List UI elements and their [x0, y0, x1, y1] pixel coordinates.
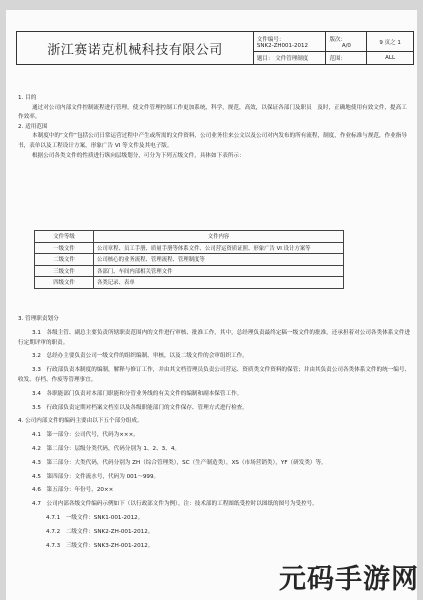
paragraph: 3.1 各级主管、副总主要负责所辖职责范围内的文件进行审核、批准工作，其中，总经理负责最终定稿一级文件的批准，还承担着对公司各类体系文件进行定期评审的职责。 — [18, 329, 411, 346]
table-cell: 公司核心的业务流程、管理流程、管理制度等 — [94, 254, 344, 266]
paragraph: 3.4 各职能部门负责对本部门职能和分管业务线的有关文件的编制和副本保管工作。 — [32, 390, 243, 397]
version-cell — [326, 32, 367, 52]
table-cell: 四级文件 — [35, 277, 94, 289]
section-heading: 3. 管理职责划分 — [18, 316, 59, 322]
column-header: 文件内容 — [94, 231, 344, 243]
table-cell: 二级文件 — [35, 254, 94, 266]
column-header: 文件等级 — [35, 231, 94, 243]
doc-number: SNK2-ZH001-2012 — [256, 42, 309, 49]
paragraph: 3.3 行政部负责本制度的编制，解释与修订工作，并由其文档管理员负责公司营运、资质类文件资料的保管；并由其负责公司各类体系文件的统一编号、收发、存档、作废等管理事宜。 — [18, 367, 411, 383]
table-row — [35, 277, 344, 289]
paragraph: 4.3 第三部分：大类代码，代码分别为 ZH（综合管理类），SC（生产制造类），XS（市场营销类），YF（研发类）等。 — [32, 459, 327, 466]
page-info: 9 页之 1 — [367, 32, 414, 52]
document-title: 文件管理制度 — [275, 56, 309, 63]
paragraph: 4.7.3 三级文件：SNK3-ZH-001-2012。 — [46, 542, 154, 549]
section-heading: 2. 适用范围 — [18, 123, 48, 130]
paragraph: 4.7 公司内部各级文件编码示例如下（以行政部文件为例），注：技术部的工程图纸受控时以图纸的图号为受控号。 — [32, 501, 318, 508]
table-cell: 三级文件 — [35, 265, 94, 277]
table-cell: 各部门、车间内部相关管理文件 — [94, 265, 344, 277]
paragraph: 3.5 行政部负责定期对档案文档室以及各级职能部门的文件保存、管理方式进行检查。 — [32, 404, 248, 411]
paragraph: 3.2 总经办主要负责公司一级文件的组织编制、审核，以及二级文件的会审组织工作。 — [32, 353, 248, 360]
paragraph: 根据公司各类文件的性质进行纵向层级划分，可分为下列五级文件，具体如下表所示： — [32, 152, 245, 159]
section-heading: 4. 公司内部文件的编码主要由以下五个部分组成。 — [18, 418, 143, 425]
document-header-table — [16, 31, 414, 65]
table-row — [35, 254, 344, 266]
scope-value: ALL — [367, 52, 414, 65]
doc-number-cell — [253, 32, 326, 52]
table-cell: 各类记录、表单 — [94, 277, 344, 289]
paragraph: 4.5 第四部分：文件流水号，代码为 001～999。 — [32, 473, 160, 480]
responsibility-and-coding-sections — [18, 315, 411, 551]
paragraph: 通过对公司内部文件控制流程进行管理，使文件管理控制工作更加系统，科学，规范，高效，以保证各部门及职员 及时，正确地使用有效文件，提高工作效率。 — [18, 104, 407, 121]
table-cell: 公司章程、员工手册、质量手册等体系文件、公司营运资质证照、形象广告 VI 设计方案等 — [94, 242, 344, 254]
scope-label: 范围： — [326, 52, 367, 65]
version-label: 版次： — [329, 36, 346, 43]
file-level-table — [34, 230, 344, 289]
paragraph: 本制度中的“文件”包括公司日常运营过程中产生或所需的文件资料，公司业务往来公文以及公司对内发布的所有流程，制度，作业标准与规范，作业指导书，表单以及工程设计方案，形象广告 VI 等文件及其电子版。 — [18, 133, 407, 149]
paragraph: 4.7.2 二级文件：SNK2-ZH-001-2012。 — [46, 528, 154, 535]
doc-number-label: 文件编号： — [256, 36, 285, 43]
table-row — [35, 265, 344, 277]
title-cell — [253, 52, 326, 65]
paragraph: 4.2 第二部分：层级分类代码，代码分别为 1、2、3、4。 — [32, 445, 180, 452]
paragraph: 4.6 第五部分：年份号，20×× — [32, 487, 114, 494]
version-value: A/0 — [341, 42, 351, 49]
table-header-row — [35, 231, 344, 243]
table-row — [35, 242, 344, 254]
company-name: 浙江赛诺克机械科技有限公司 — [17, 32, 254, 65]
document-page — [6, 10, 417, 600]
section-heading: 1. 目的 — [18, 95, 37, 101]
site-watermark: 元码手游网 — [279, 564, 419, 595]
table-cell: 一级文件 — [35, 242, 94, 254]
paragraph: 4.7.1 一级文件：SNK1-001-2012。 — [46, 514, 144, 521]
title-label: 题目： — [256, 56, 274, 63]
intro-sections — [18, 94, 411, 161]
paragraph: 4.1 第一部分：公司代号，代码为×××。 — [32, 432, 139, 439]
